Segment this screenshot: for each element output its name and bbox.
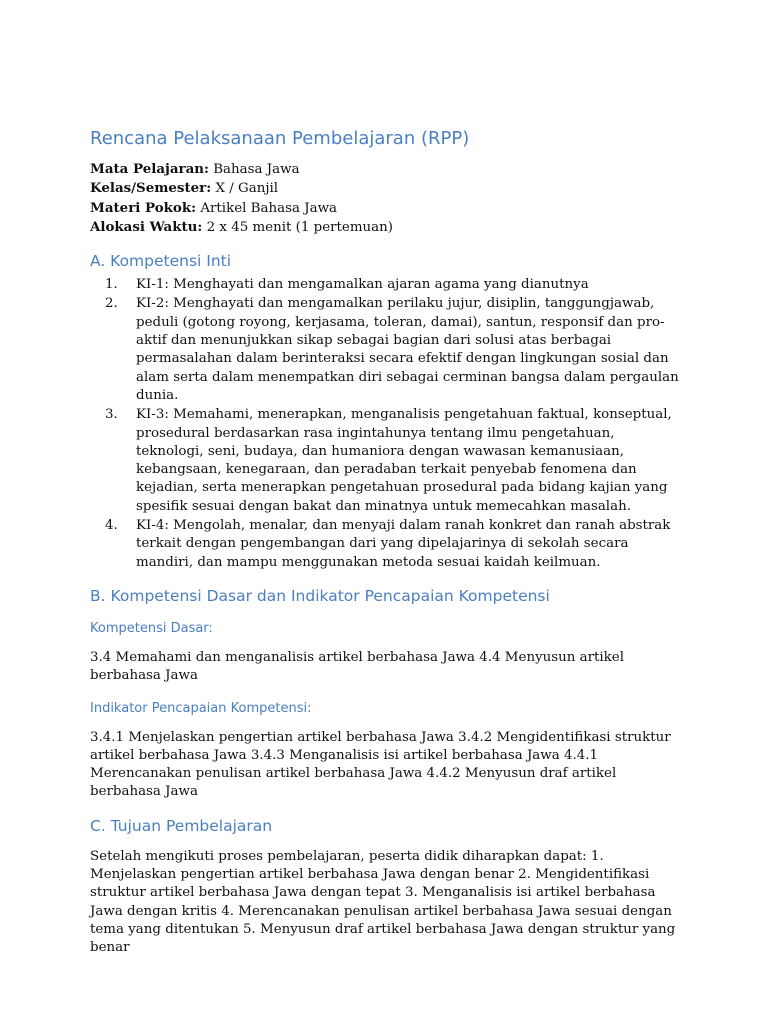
meta-value: 2 x 45 menit (1 pertemuan) bbox=[206, 219, 394, 235]
ipk-subheading: Indikator Pencapaian Kompetensi: bbox=[90, 700, 312, 716]
list-number: 1. bbox=[105, 277, 118, 293]
document-meta bbox=[90, 160, 682, 237]
meta-subject bbox=[90, 160, 682, 179]
list-item-text: KI-1: Menghayati dan mengamalkan ajaran agama yang dianutnya bbox=[136, 277, 589, 293]
document-title: Rencana Pelaksanaan Pembelajaran (RPP) bbox=[90, 128, 470, 149]
list-number: 3. bbox=[105, 407, 118, 423]
list-item bbox=[90, 517, 682, 572]
list-item-text: KI-4: Mengolah, menalar, dan menyaji dalam ranah konkret dan ranah abstrak terkait dengan pengembangan dari yang dipelajarinya di sekolah secara mandiri, dan mampu menggunakan metoda sesuai kaidah keilmuan. bbox=[136, 518, 671, 570]
kd-text: 3.4 Memahami dan menganalisis artikel berbahasa Jawa 4.4 Menyusun artikel berbahasa Jawa bbox=[90, 649, 625, 684]
list-item-text: KI-2: Menghayati dan mengamalkan perilaku jujur, disiplin, tanggungjawab, peduli (gotong royong, kerjasama, toleran, damai), santun, responsif dan pro-aktif dan menunjukkan sikap sebagai bagian dari solusi atas berbagai permasalahan dalam berinteraksi secara efektif dengan lingkungan sosial dan alam serta dalam menempatkan diri sebagai cerminan bangsa dalam pergaulan dunia. bbox=[136, 296, 679, 403]
meta-value: Bahasa Jawa bbox=[213, 162, 300, 177]
meta-value: X / Ganjil bbox=[215, 181, 279, 197]
list-item bbox=[90, 295, 682, 405]
section-b-heading: B. Kompetensi Dasar dan Indikator Pencapaian Kompetensi bbox=[90, 586, 550, 605]
kd-subheading: Kompetensi Dasar: bbox=[90, 620, 213, 636]
meta-label: Alokasi Waktu: bbox=[90, 218, 203, 235]
meta-time bbox=[90, 218, 682, 237]
meta-topic bbox=[90, 199, 682, 218]
list-number: 4. bbox=[105, 518, 118, 534]
section-c-heading: C. Tujuan Pembelajaran bbox=[90, 816, 273, 835]
meta-label: Kelas/Semester: bbox=[90, 180, 212, 197]
list-item-text: KI-3: Memahami, menerapkan, menganalisis pengetahuan faktual, konseptual, prosedural berdasarkan rasa ingintahunya tentang ilmu pengetahuan, teknologi, seni, budaya, dan humaniora dengan wawasan kemanusiaan, kebangsaan, kenegaraan, dan peradaban terkait penyebab fenomena dan kejadian, serta menerapkan pengetahuan prosedural pada bidang kajian yang spesifik sesuai dengan bakat dan minatnya untuk memecahkan masalah. bbox=[136, 407, 672, 514]
meta-class bbox=[90, 179, 682, 198]
list-item bbox=[90, 406, 682, 516]
core-competency-list bbox=[90, 276, 682, 572]
meta-label: Materi Pokok: bbox=[90, 199, 197, 216]
objectives-text: Setelah mengikuti proses pembelajaran, peserta didik diharapkan dapat: 1. Menjelaskan pengertian artikel berbahasa Jawa dengan benar 2. Mengidentifikasi struktur artikel berbahasa Jawa dengan tepat 3. Menganalisis isi artikel berbahasa Jawa dengan kritis 4. Merencanakan penulisan artikel berbahasa Jawa sesuai dengan tema yang ditentukan 5. Menyusun draf artikel berbahasa Jawa dengan struktur yang benar bbox=[90, 848, 676, 956]
list-item bbox=[90, 276, 682, 294]
ipk-text: 3.4.1 Menjelaskan pengertian artikel berbahasa Jawa 3.4.2 Mengidentifikasi struktur artikel berbahasa Jawa 3.4.3 Menganalisis isi artikel berbahasa Jawa 4.4.1 Merencanakan penulisan artikel berbahasa Jawa 4.4.2 Menyusun draf artikel berbahasa Jawa bbox=[90, 729, 671, 800]
list-number: 2. bbox=[105, 296, 118, 312]
meta-value: Artikel Bahasa Jawa bbox=[200, 200, 338, 216]
section-a-heading: A. Kompetensi Inti bbox=[90, 252, 232, 271]
meta-label: Mata Pelajaran: bbox=[90, 161, 209, 177]
